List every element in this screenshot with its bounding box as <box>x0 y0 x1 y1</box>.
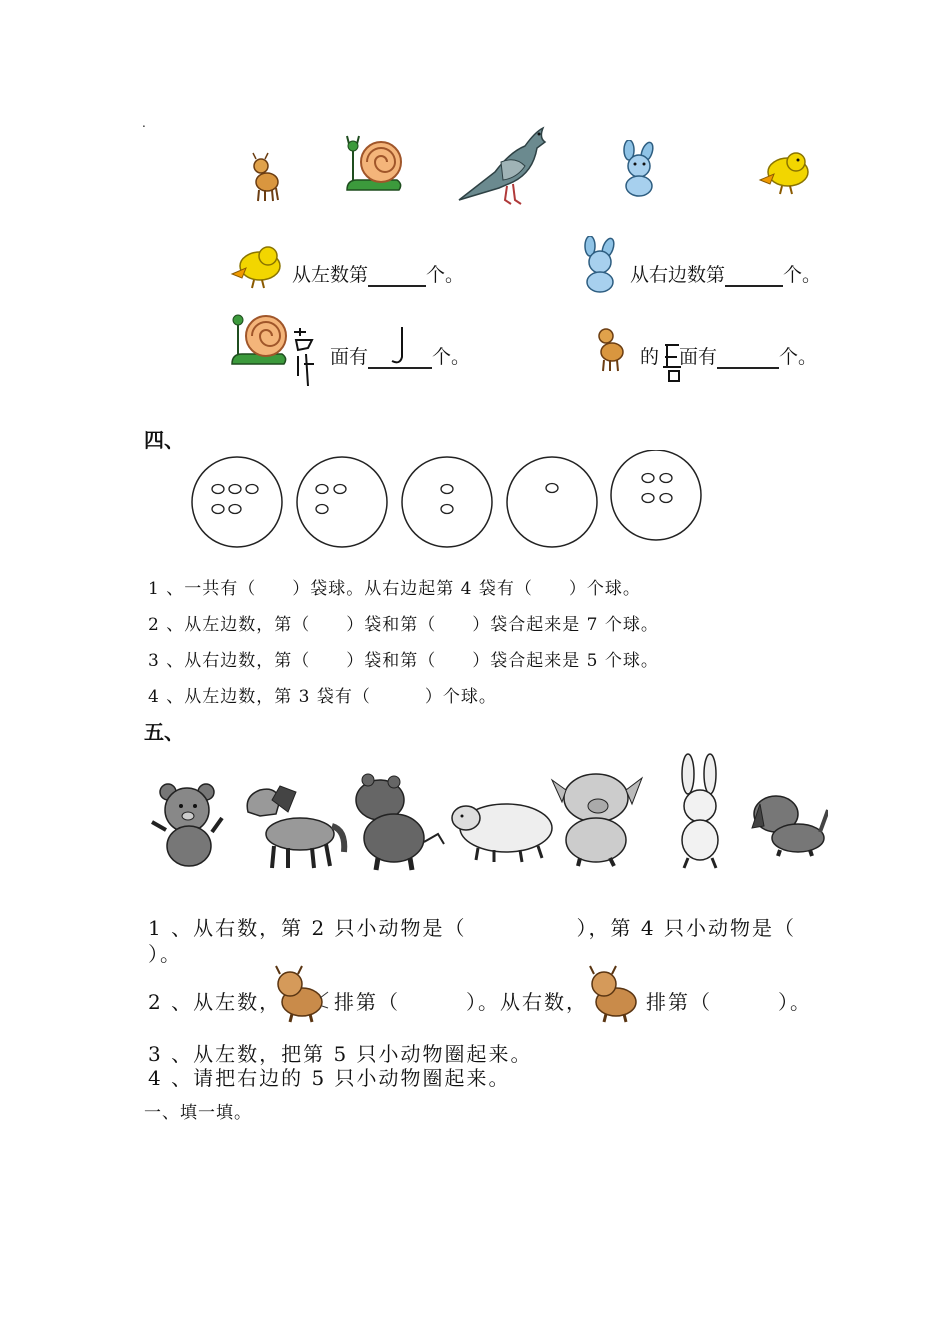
row4-middle: 面有 <box>679 346 718 368</box>
handwritten-mark <box>290 326 320 388</box>
row4-suffix: 个。 <box>779 346 818 368</box>
q2-mid: 排第（ ）。从右数， <box>334 990 588 1014</box>
row3-prefix: 面有 <box>330 346 369 368</box>
deer-icon <box>247 150 287 204</box>
snail-icon <box>343 134 405 196</box>
cow-icon <box>268 962 330 1024</box>
section4-question-4: 4 、从左边数，第 3 袋有（ ）个球。 <box>148 687 497 707</box>
sheep-icon <box>452 804 552 862</box>
pig-icon <box>552 774 642 866</box>
footer-text: 一、填一填。 <box>144 1103 252 1123</box>
section4-question-1: 1 、一共有（ ）袋球。从右边起第 4 袋有（ ）个球。 <box>148 579 641 599</box>
row1-prefix: 从左数第 <box>292 264 369 286</box>
q2-right: 排第（ ）。 <box>646 990 812 1014</box>
question-row-2 <box>630 260 821 287</box>
hippo-icon <box>356 774 444 870</box>
row1-suffix: 个。 <box>426 264 465 286</box>
dog-icon <box>752 796 828 856</box>
row4-prefix: 的 <box>640 346 660 368</box>
section3-dot: . <box>142 116 146 130</box>
question-row-3 <box>330 342 470 369</box>
bear-icon <box>152 784 222 866</box>
section5-question-1-line1: 1 、从右数，第 2 只小动物是（ ），第 4 只小动物是（ <box>148 916 796 940</box>
bag-2 <box>297 457 387 547</box>
row2-prefix: 从右边数第 <box>630 264 726 286</box>
section5-question-4: 4 、请把右边的 5 只小动物圈起来。 <box>148 1066 511 1090</box>
bag-1 <box>192 457 282 547</box>
rabbit-gray-icon <box>682 754 718 868</box>
chick-icon <box>756 150 812 196</box>
bag-4 <box>507 457 597 547</box>
row2-suffix: 个。 <box>783 264 822 286</box>
chick-small-icon <box>228 244 284 290</box>
bag-3 <box>402 457 492 547</box>
section4-question-3: 3 、从右边数，第（ ）袋和第（ ）袋合起来是 5 个球。 <box>148 651 659 671</box>
section4-question-2: 2 、从左边数，第（ ）袋和第（ ）袋合起来是 7 个球。 <box>148 615 659 635</box>
snail-small-icon <box>228 308 290 370</box>
section5-heading: 五、 <box>144 720 184 744</box>
animal-row <box>148 752 828 872</box>
cow-icon-2 <box>582 962 644 1024</box>
row3-blank[interactable] <box>368 347 432 369</box>
bag-5 <box>611 450 701 540</box>
deer-small-icon <box>592 320 632 374</box>
question-row-4 <box>640 342 817 369</box>
question-row-1 <box>292 260 464 287</box>
row4-blank[interactable] <box>717 347 779 369</box>
section5-question-2 <box>148 986 281 1015</box>
row3-suffix: 个。 <box>432 346 471 368</box>
row2-blank[interactable] <box>725 265 783 287</box>
pigeon-icon <box>455 122 550 206</box>
handwritten-houmian <box>659 349 679 369</box>
section4-heading: 四、 <box>144 428 184 452</box>
rabbit-small-icon <box>578 236 624 294</box>
section5-question-1-line2: ）。 <box>148 942 182 966</box>
horse-icon <box>247 786 344 868</box>
ball-bags <box>190 450 710 550</box>
row1-blank[interactable] <box>368 265 426 287</box>
q2-left: 2 、从左数， <box>148 990 282 1014</box>
rabbit-icon <box>617 140 663 198</box>
section5-question-3: 3 、从左数，把第 5 只小动物圈起来。 <box>148 1042 533 1066</box>
